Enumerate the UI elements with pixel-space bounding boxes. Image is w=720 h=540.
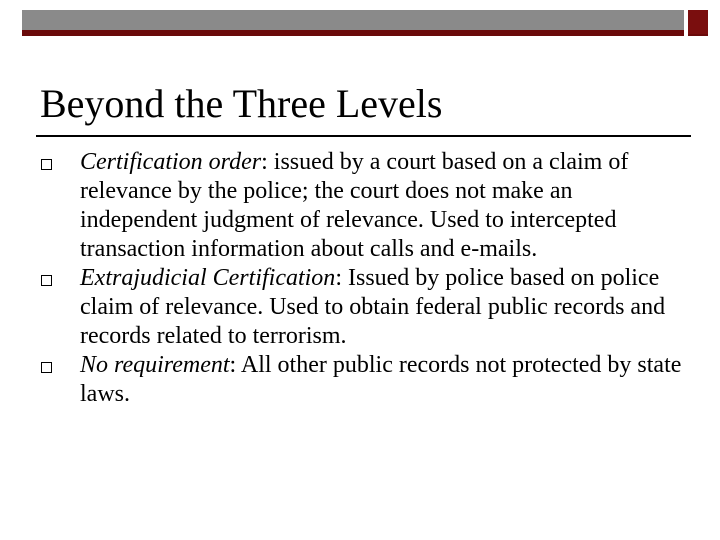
- header-accent-underline: [688, 34, 708, 36]
- hollow-square-bullet-icon: [41, 362, 52, 373]
- bullet-term: No requirement: [80, 352, 230, 378]
- bullet-list: [40, 148, 690, 409]
- header-accent-square: [688, 10, 708, 34]
- bullet-item-extrajudicial-certification: [40, 264, 690, 351]
- header-stripe: [22, 30, 684, 36]
- slide-title: Beyond the Three Levels: [40, 81, 443, 126]
- bullet-item-no-requirement: [40, 351, 690, 409]
- bullet-item-certification-order: [40, 148, 690, 264]
- bullet-text: : All other public records not protected by state laws.: [80, 352, 682, 407]
- hollow-square-bullet-icon: [41, 159, 52, 170]
- title-divider: [36, 135, 691, 137]
- bullet-text: : Issued by police based on police claim of relevance. Used to obtain federal public records and records related to terrorism.: [80, 265, 666, 349]
- bullet-term: Extrajudicial Certification: [80, 265, 336, 291]
- bullet-term: Certification order: [80, 149, 262, 175]
- bullet-text: : issued by a court based on a claim of relevance by the police; the court does not make an independent judgment of relevance. Used to intercepted transaction information about calls and e-mails.: [80, 149, 629, 262]
- hollow-square-bullet-icon: [41, 275, 52, 286]
